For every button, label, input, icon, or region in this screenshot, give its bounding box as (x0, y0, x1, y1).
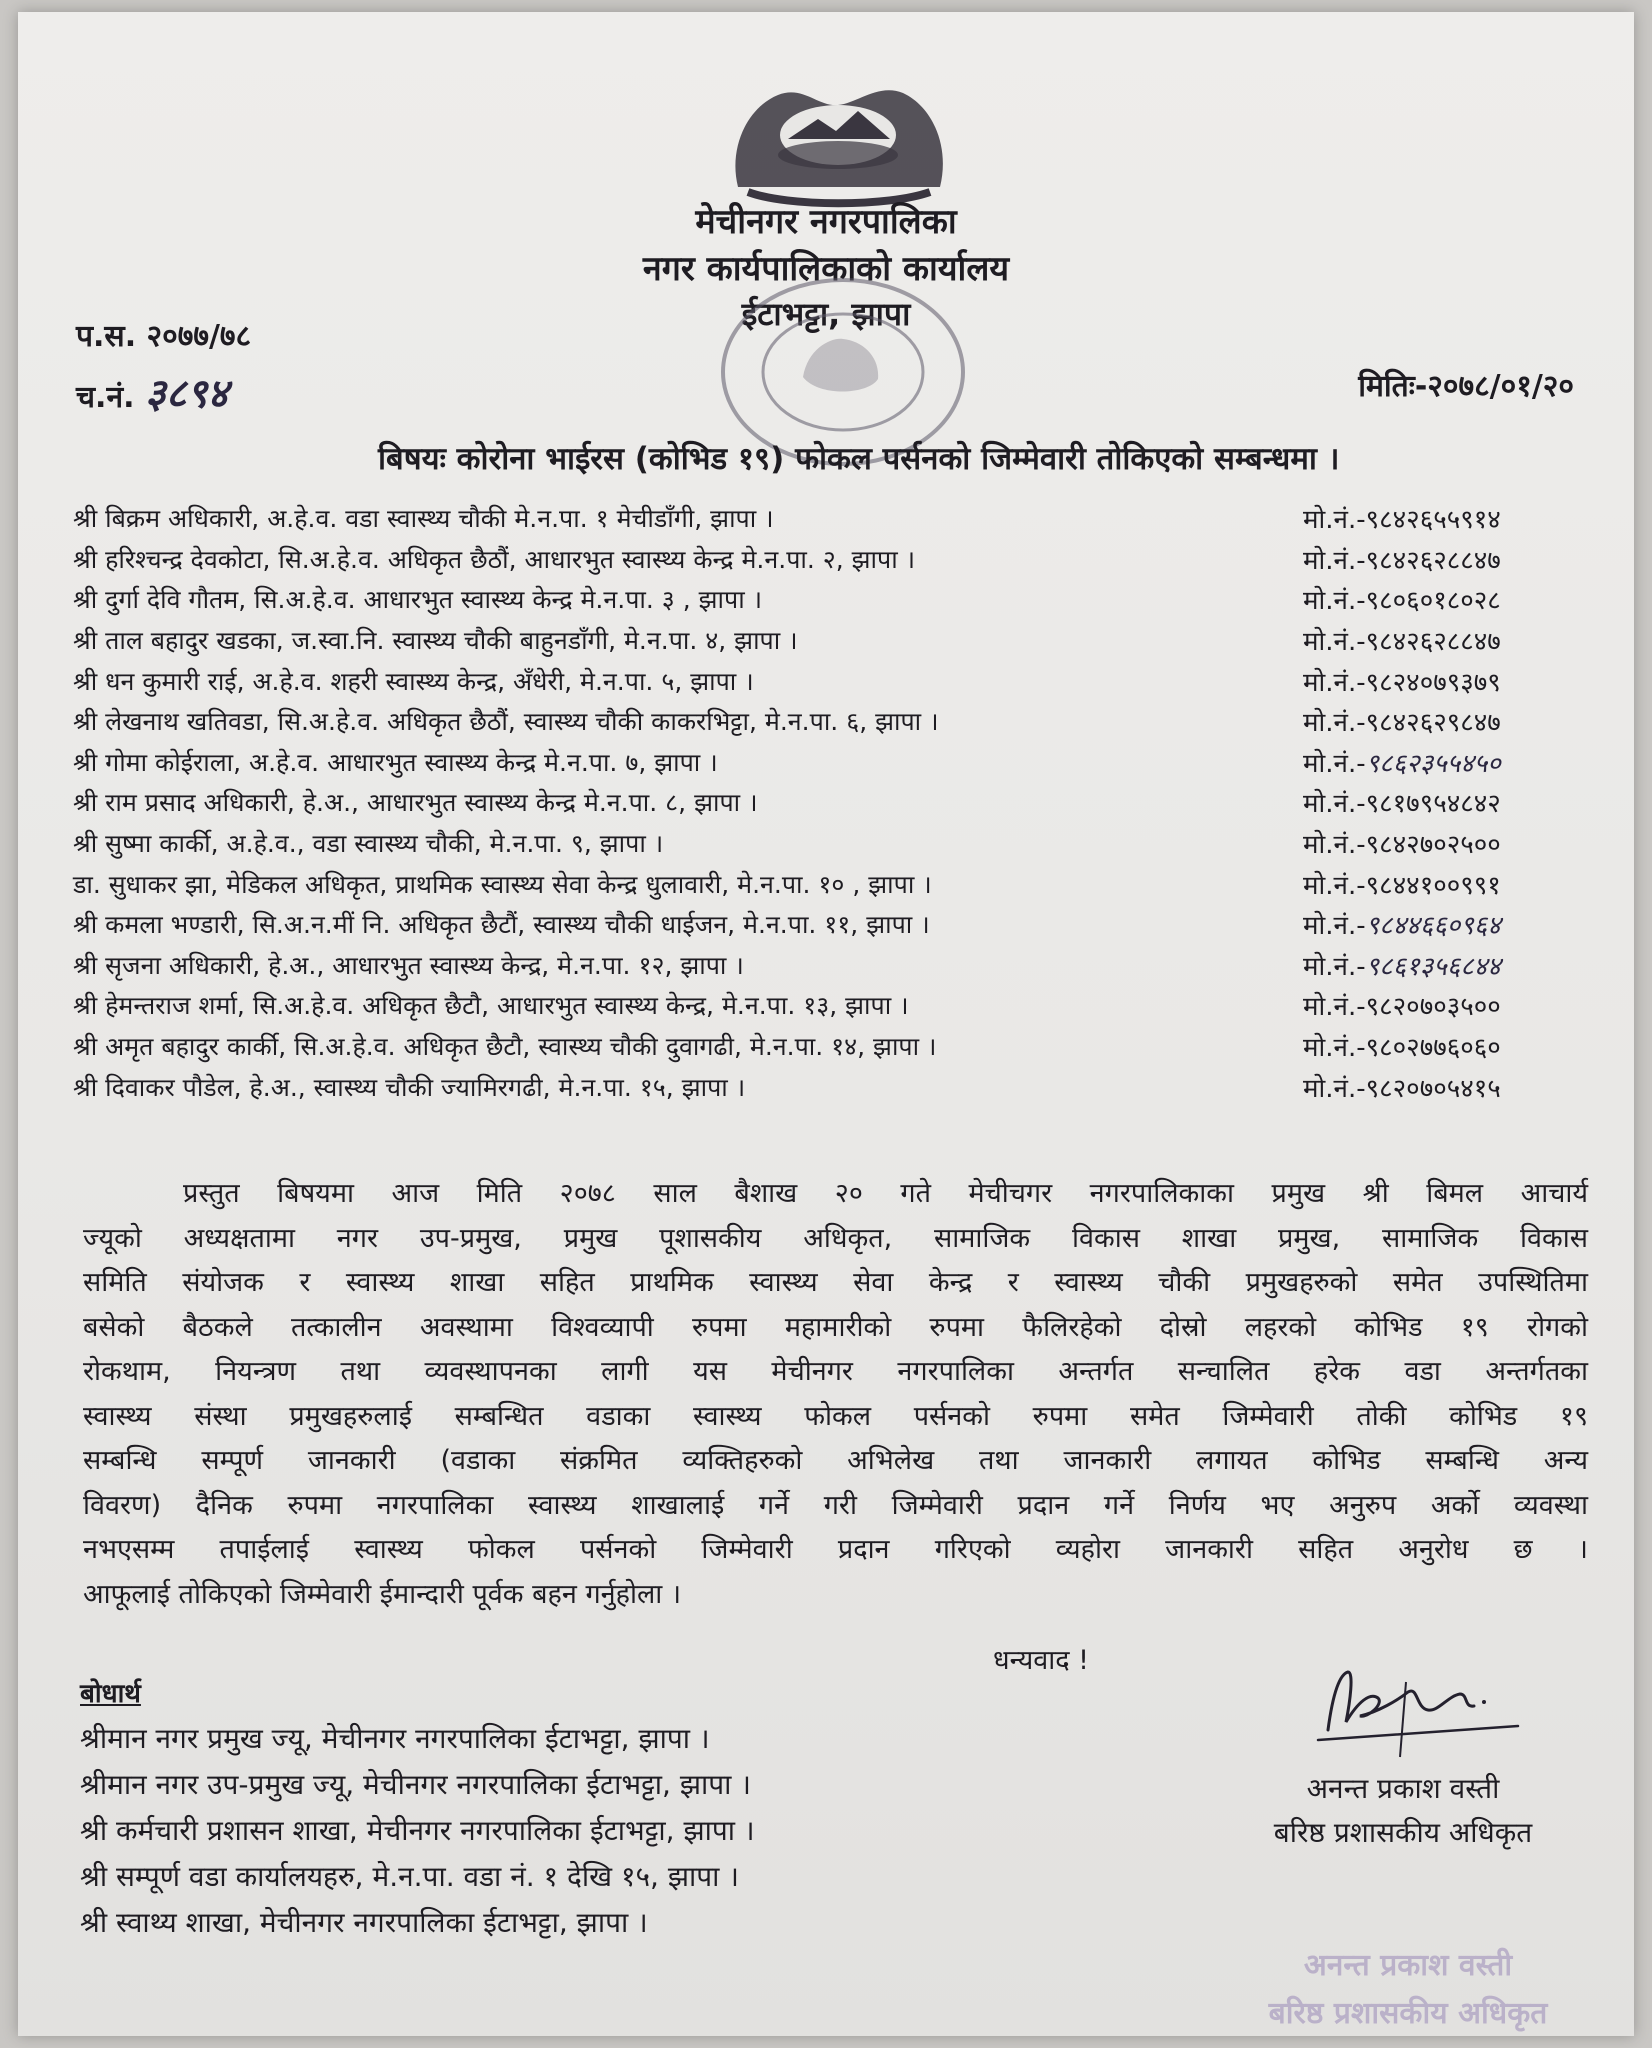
staff-entry: डा. सुधाकर झा, मेडिकल अधिकृत, प्राथमिक स्वास्थ्य सेवा केन्द्र धुलावारी, मे.न.पा. १० , झापा । (73, 869, 932, 899)
staff-entry: श्री हरिश्चन्द्र देवकोटा, सि.अ.हे.व. अधिकृत छैठौं, आधारभुत स्वास्थ्य केन्द्र मे.न.पा. २, झापा । (73, 544, 916, 574)
table-row (73, 579, 1603, 620)
mobile-number (1303, 500, 1603, 536)
dispatch-value: ३८९४ (144, 370, 229, 417)
mobile-label: मो.नं.- (1303, 1033, 1366, 1064)
name-stamp (1243, 1942, 1573, 2036)
mobile-number (1303, 987, 1603, 1023)
mobile-number (1303, 947, 1603, 983)
body-line: ज्यूको अध्यक्षतामा नगर उप-प्रमुख, प्रमुख पूशासकीय अधिकृत, सामाजिक विकास शाखा प्रमुख, सामाजिक विकास (83, 1222, 1588, 1254)
body-line: नभएसम्म तपाईलाई स्वास्थ्य फोकल पर्सनको जिम्मेवारी प्रदान गरिएको व्यहोरा जानकारी सहित अनुरोध छ । (83, 1534, 1588, 1565)
mobile-number (1303, 663, 1603, 699)
staff-entry: श्री दुर्गा देवि गौतम, सि.अ.हे.व. आधारभुत स्वास्थ्य केन्द्र मे.न.पा. ३ , झापा । (73, 585, 763, 615)
mobile-number (1303, 1028, 1603, 1064)
mobile-value: ९८४२६५५९१४ (1365, 505, 1501, 536)
body-line: सम्बन्धि सम्पूर्ण जानकारी (वडाका संक्रमित व्यक्तिहरुको अभिलेख तथा जानकारी लगायत कोभिड सम्बन्धि अन्य (83, 1445, 1588, 1476)
mobile-value: ९८०२७७६०६० (1365, 1033, 1501, 1064)
mobile-value: ९८२०७०५४१५ (1365, 1073, 1501, 1104)
mobile-value: ९८४४१००९९१ (1365, 870, 1501, 901)
staff-entry: श्री बिक्रम अधिकारी, अ.हे.व. वडा स्वास्थ्य चौकी मे.न.पा. १ मेचीडाँगी, झापा । (73, 504, 774, 534)
office-name: मेचीनगर नगरपालिका (695, 202, 957, 242)
mobile-label: मो.नं.- (1303, 870, 1366, 901)
nepal-emblem-icon (718, 67, 958, 217)
mobile-label: मो.नं.- (1303, 708, 1366, 739)
signatory-title: बरिष्ठ प्रशासकीय अधिकृत (1273, 1816, 1533, 1849)
office-subtitle: नगर कार्यपालिकाको कार्यालय (642, 249, 1010, 289)
mobile-label: मो.नं.- (1303, 992, 1366, 1023)
cc-list (80, 1716, 755, 1946)
mobile-label: मो.नं.- (1303, 586, 1366, 617)
letter-subject: बिषयः कोरोना भाईरस (कोभिड १९) फोकल पर्सनको जिम्मेवारी तोकिएको सम्बन्धमा । (378, 441, 1340, 477)
staff-entry: श्री धन कुमारी राई, अ.हे.व. शहरी स्वास्थ्य केन्द्र, अँधेरी, मे.न.पा. ५, झापा । (73, 666, 754, 696)
staff-entry: श्री अमृत बहादुर कार्की, सि.अ.हे.व. अधिकृत छैटौ, स्वास्थ्य चौकी दुवागढी, मे.न.पा. १४, झापा । (73, 1032, 937, 1062)
list-item: श्री स्वाथ्य शाखा, मेचीनगर नगरपालिका ईटाभट्टा, झापा । (80, 1906, 648, 1939)
mobile-label: मो.नं.- (1303, 627, 1366, 658)
mobile-number (1303, 1069, 1603, 1105)
mobile-value: ९८०६०१८०२८ (1365, 586, 1501, 617)
dispatch-number (76, 364, 228, 419)
signature (1288, 1652, 1538, 1762)
mobile-label: मो.नं.- (1303, 667, 1366, 698)
cc-heading: बोधार्थ (80, 1679, 141, 1709)
mobile-number (1303, 784, 1603, 820)
body-line: समिति संयोजक र स्वास्थ्य शाखा सहित प्राथमिक स्वास्थ्य सेवा केन्द्र र स्वास्थ्य चौकी प्रमुखहरुको समेत उपस्थितिमा (83, 1267, 1588, 1298)
table-row (73, 742, 1603, 783)
mobile-label: मो.नं.- (1303, 748, 1366, 779)
mobile-value: ९८४४६६०९६४ (1365, 911, 1501, 942)
table-row (73, 945, 1603, 986)
body-line: बसेको बैठकले तत्कालीन अवस्थामा विश्वव्यापी रुपमा महामारीको रुपमा फैलिरहेको दोस्रो लहरको कोभिड १९ रोगको (83, 1311, 1588, 1343)
letter-date: मितिः-२०७८/०१/२० (1358, 369, 1574, 404)
staff-entry: श्री दिवाकर पौडेल, हे.अ., स्वास्थ्य चौकी ज्यामिरगढी, मे.न.पा. १५, झापा । (73, 1072, 746, 1102)
list-item: श्रीमान नगर प्रमुख ज्यू, मेचीनगर नगरपालिका ईटाभट्टा, झापा । (80, 1722, 710, 1755)
list-item: श्री कर्मचारी प्रशासन शाखा, मेचीनगर नगरपालिका ईटाभट्टा, झापा । (80, 1814, 755, 1847)
office-address: ईटाभट्टा, झापा (741, 295, 911, 333)
mobile-label: मो.नं.- (1303, 789, 1366, 820)
body-line: स्वास्थ्य संस्था प्रमुखहरुलाई सम्बन्धित वडाका स्वास्थ्य फोकल पर्सनको रुपमा समेत जिम्मेवारी तोकी कोभिड १९ (83, 1400, 1588, 1432)
mobile-number (1303, 744, 1603, 780)
staff-entry: श्री हेमन्तराज शर्मा, सि.अ.हे.व. अधिकृत छैटौ, आधारभुत स्वास्थ्य केन्द्र, मे.न.पा. १३, झापा । (73, 991, 909, 1021)
thanks-text: धन्यवाद ! (993, 1645, 1089, 1676)
table-row (73, 823, 1603, 864)
mobile-label: मो.नं.- (1303, 951, 1366, 982)
table-row (73, 782, 1603, 823)
table-row (73, 1066, 1603, 1107)
mobile-label: मो.नं.- (1303, 1073, 1366, 1104)
mobile-label: मो.नं.- (1303, 911, 1366, 942)
mobile-number (1303, 866, 1603, 902)
signatory-name: अनन्त प्रकाश वस्ती (1306, 1772, 1500, 1805)
body-line: रोकथाम, नियन्त्रण तथा व्यवस्थापनका लागी यस मेचीनगर नगरपालिका अन्तर्गत सन्चालित हरेक वडा अन्तर्गतका (83, 1356, 1588, 1387)
mobile-number (1303, 581, 1603, 617)
table-row (73, 660, 1603, 701)
fiscal-year: प.स. २०७७/७८ (76, 319, 252, 354)
stamp-name: अनन्त प्रकाश वस्ती (1303, 1948, 1513, 1983)
staff-entry: श्री सृजना अधिकारी, हे.अ., आधारभुत स्वास्थ्य केन्द्र, मे.न.पा. १२, झापा । (73, 950, 744, 980)
focal-person-list (73, 498, 1603, 1107)
mobile-label: मो.नं.- (1303, 505, 1366, 536)
stamp-title: बरिष्ठ प्रशासकीय अधिकृत (1268, 1996, 1548, 2031)
staff-entry: श्री गोमा कोईराला, अ.हे.व. आधारभुत स्वास्थ्य केन्द्र मे.न.पा. ७, झापा । (73, 747, 718, 777)
staff-entry: श्री सुष्मा कार्की, अ.हे.व., वडा स्वास्थ्य चौकी, मे.न.पा. ९, झापा । (73, 829, 664, 859)
dispatch-label: च.नं. (76, 380, 135, 415)
staff-entry: श्री लेखनाथ खतिवडा, सि.अ.हे.व. अधिकृत छैठौं, स्वास्थ्य चौकी काकरभिट्टा, मे.न.पा. ६, झापा । (73, 707, 939, 737)
mobile-label: मो.नं.- (1303, 830, 1366, 861)
letter-page (18, 12, 1634, 2036)
mobile-number (1303, 541, 1603, 577)
mobile-value: ९८४२७०२५०० (1365, 830, 1501, 861)
table-row (73, 539, 1603, 580)
mobile-label: मो.नं.- (1303, 545, 1366, 576)
table-row (73, 620, 1603, 661)
table-row (73, 863, 1603, 904)
table-row (73, 1026, 1603, 1067)
table-row (73, 701, 1603, 742)
list-item: श्री सम्पूर्ण वडा कार्यालयहरु, मे.न.पा. वडा नं. १ देखि १५, झापा । (80, 1860, 739, 1893)
mobile-number (1303, 906, 1603, 942)
mobile-number (1303, 703, 1603, 739)
mobile-number (1303, 622, 1603, 658)
mobile-value: ९८२४०७९३७९ (1365, 667, 1501, 698)
mobile-value: ९८४२६२८८४७ (1365, 627, 1501, 658)
mobile-number (1303, 825, 1603, 861)
list-item: श्रीमान नगर उप-प्रमुख ज्यू, मेचीनगर नगरपालिका ईटाभट्टा, झापा । (80, 1768, 751, 1801)
table-row (73, 985, 1603, 1026)
mobile-value: ९८६१३५६८४४ (1365, 951, 1501, 982)
mobile-value: ९८४२६२८८४७ (1365, 545, 1501, 576)
mobile-value: ९८१७९५४८४२ (1365, 789, 1501, 820)
letter-body (83, 1172, 1588, 1617)
body-line: विवरण) दैनिक रुपमा नगरपालिका स्वास्थ्य शाखालाई गर्ने गरी जिम्मेवारी प्रदान गर्ने निर्णय भए अनुरुप अर्को व्यवस्था (83, 1489, 1588, 1521)
mobile-value: ९८६२३५५४५० (1365, 748, 1501, 779)
signatory-block (1233, 1767, 1573, 1855)
body-line: आफूलाई तोकिएको जिम्मेवारी ईमान्दारी पूर्वक बहन गर्नुहोला । (83, 1578, 682, 1610)
staff-entry: श्री ताल बहादुर खडका, ज.स्वा.नि. स्वास्थ्य चौकी बाहुनडाँगी, मे.न.पा. ४, झापा । (73, 626, 798, 656)
mobile-value: ९८४२६२९८४७ (1365, 708, 1501, 739)
body-line: प्रस्तुत बिषयमा आज मिति २०७८ साल बैशाख २० गते मेचीचगर नगरपालिकाका प्रमुख श्री बिमल आचार्य (183, 1178, 1588, 1209)
staff-entry: श्री राम प्रसाद अधिकारी, हे.अ., आधारभुत स्वास्थ्य केन्द्र मे.न.पा. ८, झापा । (73, 788, 758, 818)
mobile-value: ९८२०७०३५०० (1365, 992, 1501, 1023)
table-row (73, 498, 1603, 539)
staff-entry: श्री कमला भण्डारी, सि.अ.न.मीं नि. अधिकृत छैटौं, स्वास्थ्य चौकी धाईजन, मे.न.पा. ११, झापा । (73, 910, 930, 940)
table-row (73, 904, 1603, 945)
